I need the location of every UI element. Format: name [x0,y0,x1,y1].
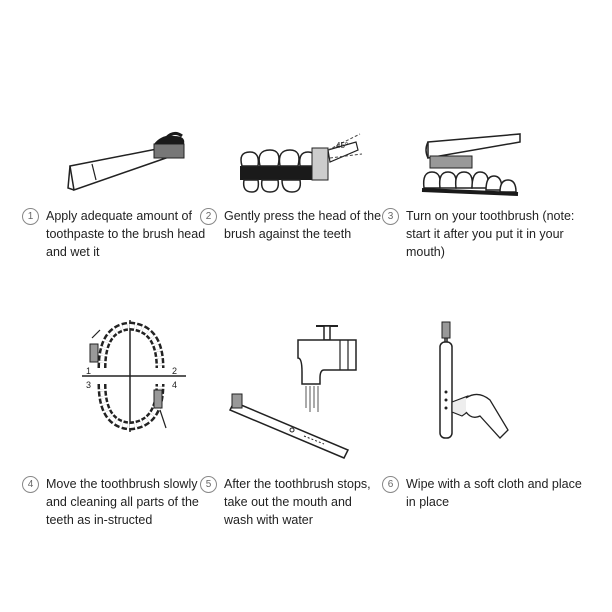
step-text: Gently press the head of the brush against the teeth [224,209,382,241]
step-number-circle: 1 [22,208,39,225]
angle-label: 45° [336,141,349,150]
brush-on-teeth-illustration [414,128,524,204]
quadrant-label-3: 3 [86,380,92,390]
step-text: Wipe with a soft cloth and place in place [406,477,582,509]
dental-quadrant-illustration [80,318,188,434]
quadrant-label-4: 4 [172,380,178,390]
step-text: Apply adequate amount of toothpaste to the brush head and wet it [46,209,206,259]
step-text: After the toothbrush stops, take out the mouth and wash with water [224,477,371,527]
brush-teeth-angle-illustration [232,128,364,200]
quadrant-label-1: 1 [86,366,92,376]
step-number-circle: 4 [22,476,39,493]
step-number-circle: 3 [382,208,399,225]
step-number-circle: 6 [382,476,399,493]
step-number-circle: 2 [200,208,217,225]
quadrant-label-2: 2 [172,366,178,376]
step-text: Move the toothbrush slowly and cleaning all parts of the teeth as in-structed [46,477,199,527]
step-number-circle: 5 [200,476,217,493]
wipe-cloth-illustration [432,320,512,442]
toothpaste-brush-illustration [62,128,192,198]
faucet-rinse-illustration [228,322,360,462]
step-text: Turn on your toothbrush (note: start it after you put it in your mouth) [406,209,575,259]
